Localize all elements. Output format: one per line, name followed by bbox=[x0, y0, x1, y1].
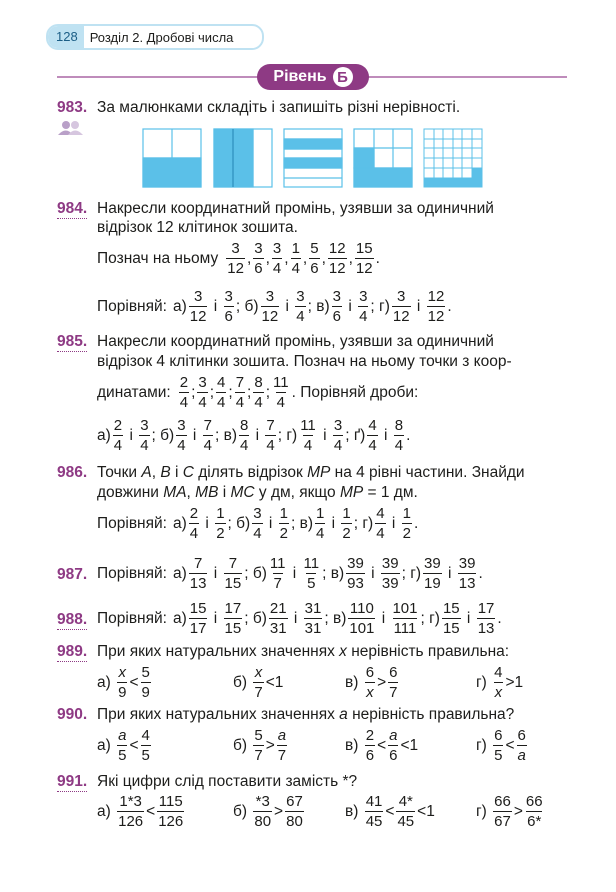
problem-990-a: а) a 5 < 4 5 bbox=[97, 727, 150, 764]
figure-square-strips bbox=[214, 129, 272, 187]
figure-square-rows bbox=[284, 129, 342, 187]
problem-989-v: в) 6 x > 6 7 bbox=[345, 664, 398, 701]
problem-text-986-line1: Точки A, B і C ділять відрізок MP на 4 рівні частини. Знайди bbox=[97, 464, 525, 481]
problem-text-989: При яких натуральних значеннях x нерівність правильна: bbox=[97, 643, 510, 660]
problem-989-a: а) x 9 < 5 9 bbox=[97, 664, 150, 701]
level-letter: Б bbox=[333, 67, 353, 87]
problem-989-g: г) 4 x >1 bbox=[476, 664, 524, 701]
chapter-header bbox=[46, 24, 264, 50]
problem-text-984-line2: відрізок 12 клітинок зошита. bbox=[97, 219, 298, 236]
problem-988-compare-row: Порівняй: а) 15 17 і 17 15 ; б) 21 31 і 31 31 ; в) 110 101 і 101 111 ; г) 15 15 і 17 13 . bbox=[97, 600, 502, 637]
problem-number-986: 986. bbox=[57, 464, 88, 481]
problem-text-985-line2: відрізок 4 клітинки зошита. Познач на ньому точки з коор- bbox=[97, 353, 512, 370]
problem-986-compare-row: Порівняй: а) 2 4 і 1 2 ; б) 3 4 і 1 2 ; в) 1 4 і 1 2 ; г) 4 4 і 1 2 . bbox=[97, 505, 419, 542]
problem-984-mark-row: Познач на ньому 3 12 , 3 6 , 3 4 , 1 4 , 5 6 , 12 12 , 15 12 . bbox=[97, 240, 380, 277]
problem-991-b: б) *3 80 > 67 80 bbox=[233, 793, 303, 830]
level-badge bbox=[257, 64, 369, 90]
fraction-figures bbox=[142, 128, 484, 190]
chapter-title: Розділ 2. Дробові числа bbox=[89, 29, 234, 45]
problem-text-985-line1: Накресли координатний промінь, узявши за одиничний bbox=[97, 333, 494, 350]
problem-number-987: 987. bbox=[57, 566, 88, 583]
problem-990-g: г) 6 5 < 6 a bbox=[476, 727, 526, 764]
problem-987-compare-row: Порівняй: а) 7 13 і 7 15 ; б) 11 7 і 11 5 ; в) 39 93 і 39 39 ; г) 39 19 і 39 13 . bbox=[97, 555, 483, 592]
problem-985-compare-row: а) 2 4 і 3 4 ; б) 3 4 і 7 4 ; в) 8 4 і 7 4 ; г) 11 4 і 3 4 ; ґ) 4 4 і 8 4 . bbox=[97, 417, 411, 454]
problem-number-990: 990. bbox=[57, 706, 88, 723]
problem-991-v: в) 41 45 < 4* 45 <1 bbox=[345, 793, 435, 830]
problem-990-b: б) 5 7 > a 7 bbox=[233, 727, 287, 764]
figure-square-ninths bbox=[354, 129, 412, 187]
group-work-icon bbox=[57, 120, 85, 136]
problem-number-988: 988. bbox=[57, 611, 88, 628]
problem-text-990: При яких натуральних значеннях a нерівність правильна? bbox=[97, 706, 515, 723]
problem-991-a: а) 1*3 126 < 115 126 bbox=[97, 793, 184, 830]
problem-number-991: 991. bbox=[57, 773, 88, 790]
figure-square-grid bbox=[424, 129, 482, 187]
problem-990-v: в) 2 6 < a 6 <1 bbox=[345, 727, 419, 764]
problem-text-983: За малюнками складіть і запишіть різні нерівності. bbox=[97, 99, 461, 116]
problem-text-991: Які цифри слід поставити замість *? bbox=[97, 773, 358, 790]
level-label: Рівень bbox=[273, 68, 327, 85]
problem-number-984: 984. bbox=[57, 200, 88, 217]
problem-991-g: г) 66 67 > 66 6* bbox=[476, 793, 543, 830]
problem-text-984-line1: Накресли координатний промінь, узявши за одиничний bbox=[97, 200, 494, 217]
problem-number-985: 985. bbox=[57, 333, 88, 350]
problem-number-983: 983. bbox=[57, 99, 88, 116]
problem-text-986-line2: довжини MA, MB і MC у дм, якщо MP = 1 дм. bbox=[97, 484, 418, 501]
problem-number-989: 989. bbox=[57, 643, 88, 660]
problem-984-compare-row: Порівняй: а) 3 12 і 3 6 ; б) 3 12 і 3 4 ; в) 3 6 і 3 4 ; г) 3 12 і 12 12 . bbox=[97, 288, 452, 325]
figure-square-quarters bbox=[143, 129, 201, 187]
problem-989-b: б) x 7 <1 bbox=[233, 664, 284, 701]
problem-985-coords-row: динатами: 2 4 ; 3 4 ; 4 4 ; 7 4 ; 8 4 ; 11 4 . Порівняй дроби: bbox=[97, 374, 419, 411]
page-number: 128 bbox=[48, 26, 84, 48]
